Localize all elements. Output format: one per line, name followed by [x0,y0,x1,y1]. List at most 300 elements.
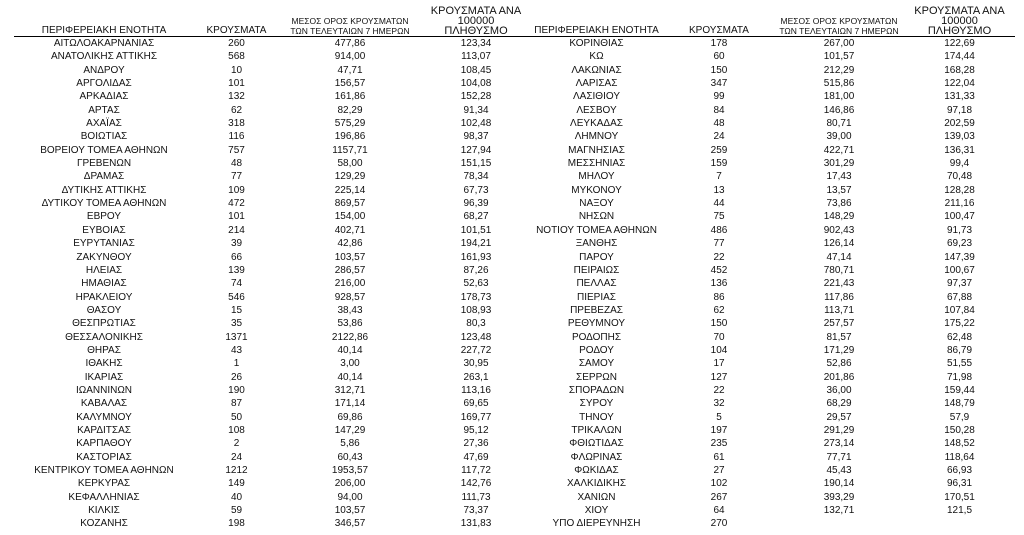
cell-cases: 102 [710,478,728,490]
cell-region: ΝΗΣΩΝ [578,211,615,223]
table-row [14,277,531,290]
table-row [529,317,1015,330]
cell-per100k: 159,44 [944,384,975,396]
table-row [529,491,1015,504]
cell-avg7: 101,57 [823,51,855,63]
table-row [14,464,531,477]
cell-region: ΠΕΛΛΑΣ [576,278,617,290]
cell-per100k: 136,31 [944,144,975,156]
cell-region: ΜΑΓΝΗΣΙΑΣ [568,144,625,156]
cell-avg7: 132,71 [823,505,855,517]
cell-cases: 22 [713,384,725,396]
cell-per100k: 123,34 [460,38,492,49]
cell-region: ΔΡΑΜΑΣ [83,171,125,183]
col-header-cases: ΚΡΟΥΣΜΑΤΑ [194,6,279,37]
cell-avg7: 156,57 [334,78,366,90]
table-row [14,264,531,277]
cell-avg7: 902,43 [823,224,855,236]
table-row [529,237,1015,250]
table-row [14,357,531,370]
table-row [529,397,1015,410]
cell-per100k: 51,55 [946,358,973,370]
cell-region: ΑΡΓΟΛΙΔΑΣ [76,78,132,90]
cell-region: ΕΥΡΥΤΑΝΙΑΣ [73,238,135,250]
col-header-region: ΠΕΡΙΦΕΡΕΙΑΚΗ ΕΝΟΤΗΤΑ [14,6,194,37]
table-row [14,304,531,317]
table-row [529,331,1015,344]
table-row [14,371,531,384]
table-row [14,64,531,77]
table-row [529,184,1015,197]
cell-cases: 546 [228,291,245,303]
cell-per100k: 69,23 [946,238,973,250]
cell-per100k: 95,12 [463,424,489,436]
cell-per100k: 150,28 [944,424,975,436]
cell-cases: 10 [230,64,243,76]
cell-cases: 62 [713,304,725,316]
cell-avg7: 291,29 [823,424,855,436]
cell-region: ΕΒΡΟΥ [86,211,122,223]
table-row [14,384,531,397]
table-row [529,130,1015,143]
cell-per100k: 263,1 [463,371,489,383]
cell-region: ΚΕΦΑΛΛΗΝΙΑΣ [68,491,140,503]
cell-avg7: 60,43 [337,451,363,463]
cell-cases: 116 [228,131,245,143]
table-row [14,197,531,210]
cell-region: ΞΑΝΘΗΣ [575,238,618,250]
table-row [14,37,531,51]
cell-per100k: 211,16 [944,198,975,210]
cell-region: ΑΙΤΩΛΟΑΚΑΡΝΑΝΙΑΣ [53,38,155,49]
cell-per100k: 128,28 [944,184,975,196]
cell-cases: 61 [713,451,725,463]
cell-per100k: 70,48 [946,171,973,183]
cell-per100k: 100,67 [944,264,975,276]
cell-avg7: 267,00 [823,38,855,49]
cell-per100k: 67,73 [463,184,489,196]
table-row [529,157,1015,170]
cell-region: ΥΠΟ ΔΙΕΡΕΥΝΗΣΗ [552,518,641,530]
cell-region: ΛΑΚΩΝΙΑΣ [571,64,622,76]
cell-avg7: 225,14 [334,184,366,196]
cell-avg7: 39,00 [826,131,852,143]
cell-avg7: 201,86 [823,371,855,383]
cell-cases: 214 [228,224,245,236]
table-row [14,331,531,344]
cell-region: ΚΑΣΤΟΡΙΑΣ [76,451,132,463]
cell-avg7: 171,14 [334,398,366,410]
cell-cases: 1212 [225,465,248,476]
table-row [14,397,531,410]
table-row [529,344,1015,357]
cell-region: ΔΥΤΙΚΟΥ ΤΟΜΕΑ ΑΘΗΝΩΝ [41,198,167,210]
cell-avg7: 346,57 [334,518,366,530]
cell-region: ΧΙΟΥ [584,505,609,517]
cell-region: ΒΟΡΕΙΟΥ ΤΟΜΕΑ ΑΘΗΝΩΝ [40,144,168,156]
cell-avg7: 36,00 [826,384,852,396]
cell-avg7: 47,14 [826,251,852,263]
cell-avg7: 103,57 [334,505,366,517]
cell-cases: 178 [710,38,728,49]
cell-region: ΚΙΛΚΙΣ [88,505,120,517]
cell-avg7: 81,57 [826,331,852,343]
cell-avg7: 38,43 [337,304,363,316]
cell-per100k: 80,3 [466,318,486,330]
table-left-body [14,37,531,531]
cell-avg7: 154,00 [334,211,366,223]
col-header-per100k-line2: ΠΛΗΘΥΣΜΟ [927,25,992,37]
cell-per100k: 227,72 [460,344,492,356]
cell-region: ΠΕΙΡΑΙΩΣ [573,264,620,276]
cell-cases: 66 [230,251,243,263]
cell-per100k: 118,64 [944,451,975,463]
cell-region: ΘΕΣΣΑΛΟΝΙΚΗΣ [65,331,143,343]
cell-avg7: 29,57 [826,411,852,423]
cell-per100k: 97,37 [946,278,973,290]
table-row [529,37,1015,51]
cell-per100k: 131,33 [944,91,975,103]
cell-cases: 150 [710,64,728,76]
cell-avg7: 113,71 [824,304,854,316]
cell-cases: 77 [230,171,243,183]
cell-avg7: 103,57 [334,251,366,263]
table-row [14,50,531,63]
cell-per100k: 127,94 [460,144,492,156]
table-row [14,237,531,250]
cell-avg7: 17,43 [826,171,852,183]
table-right [529,6,1015,531]
cell-cases: 13 [713,184,725,196]
table-row [14,451,531,464]
cell-avg7: 73,86 [826,198,852,210]
col-header-per100k [421,6,531,37]
table-row [529,277,1015,290]
cell-per100k [904,517,1015,530]
table-row [14,491,531,504]
cell-cases: 74 [230,278,243,290]
cell-region: ΡΟΔΟΥ [579,344,614,356]
cell-per100k: 113,16 [461,384,491,396]
cell-avg7: 181,00 [823,91,855,103]
cell-per100k: 52,63 [463,278,489,290]
cell-cases: 150 [710,318,728,330]
col-header-avg7 [774,6,904,37]
table-right-body [529,37,1015,531]
cell-avg7: 212,29 [823,64,855,76]
cell-per100k: 147,39 [944,251,975,263]
cell-avg7: 94,00 [337,491,363,503]
cell-per100k: 57,9 [949,411,970,423]
cell-avg7: 69,86 [337,411,363,423]
cell-per100k: 117,72 [461,465,491,476]
col-header-avg7-line2: ΤΩΝ ΤΕΛΕΥΤΑΙΩΝ 7 ΗΜΕΡΩΝ [779,26,899,36]
cell-region: ΑΡΤΑΣ [88,104,120,116]
cell-per100k: 100,47 [944,211,975,223]
cell-region: ΣΥΡΟΥ [579,398,614,410]
cell-avg7: 216,00 [334,278,366,290]
table-row [529,371,1015,384]
cell-region: ΠΡΕΒΕΖΑΣ [570,304,623,316]
cell-per100k: 91,34 [463,104,489,116]
col-header-avg7-line1: ΜΕΣΟΣ ΟΡΟΣ ΚΡΟΥΣΜΑΤΩΝ [780,16,898,26]
cell-per100k: 139,03 [944,131,975,143]
header-row [14,6,531,37]
cell-region: ΜΗΛΟΥ [578,171,615,183]
cell-avg7: 190,14 [823,478,855,490]
cell-avg7: 301,29 [823,158,855,170]
cell-cases: 84 [713,104,725,116]
cell-avg7: 914,00 [334,51,366,63]
cell-per100k: 122,04 [944,78,975,90]
cell-per100k: 175,22 [944,318,975,330]
table-row [529,144,1015,157]
cell-cases: 108 [228,424,245,436]
table-row [14,504,531,517]
cell-region: ΜΥΚΟΝΟΥ [571,184,622,196]
cell-cases: 87 [230,398,243,410]
cell-region: ΙΘΑΚΗΣ [85,358,123,370]
cell-cases: 59 [230,505,243,517]
cell-avg7: 273,14 [823,438,855,450]
cell-region: ΘΕΣΠΡΩΤΙΑΣ [72,318,136,330]
cell-region: ΚΟΖΑΝΗΣ [80,518,128,530]
cell-avg7: 40,14 [337,344,363,356]
cell-avg7: 515,86 [823,78,855,90]
cell-cases: 39 [230,238,243,250]
cell-per100k: 96,31 [946,478,973,490]
cell-avg7: 146,86 [823,104,855,116]
cell-per100k: 99,4 [949,158,970,170]
cell-avg7: 47,71 [337,64,363,76]
col-header-per100k-line1: ΚΡΟΥΣΜΑΤΑ ΑΝΑ 100000 [914,5,1005,27]
cell-cases: 190 [228,384,245,396]
cell-avg7: 13,57 [826,184,852,196]
cell-region: ΝΟΤΙΟΥ ΤΟΜΕΑ ΑΘΗΝΩΝ [536,224,657,236]
cell-region: ΚΩ [589,51,604,63]
cell-per100k: 108,93 [460,304,492,316]
table-row [529,424,1015,437]
cell-cases: 62 [230,104,243,116]
cell-cases: 347 [710,78,728,90]
cell-region: ΘΗΡΑΣ [87,344,121,356]
cell-avg7: 393,29 [823,491,855,503]
cell-avg7: 129,29 [334,171,366,183]
cell-per100k: 101,51 [460,224,492,236]
cell-region: ΦΘΙΩΤΙΔΑΣ [569,438,624,450]
cell-cases: 27 [713,465,725,476]
cell-cases: 136 [710,278,728,290]
table-row [14,144,531,157]
cell-avg7: 312,71 [334,384,366,396]
cell-avg7: 2122,86 [331,331,369,343]
cell-cases: 44 [713,198,725,210]
cell-cases: 99 [713,91,725,103]
cell-per100k: 97,18 [946,104,973,116]
cell-per100k: 96,39 [463,198,489,210]
cell-avg7: 126,14 [823,238,855,250]
cell-avg7: 3,00 [340,358,360,370]
table-row [529,64,1015,77]
cell-region: ΖΑΚΥΝΘΟΥ [76,251,132,263]
cell-cases: 267 [710,491,728,503]
cell-per100k: 73,37 [463,505,489,517]
cell-region: ΗΜΑΘΙΑΣ [81,278,127,290]
cell-per100k: 108,45 [460,64,492,76]
table-row [529,291,1015,304]
cell-avg7: 58,00 [337,158,363,170]
cell-cases: 101 [228,78,245,90]
cell-avg7: 206,00 [334,478,366,490]
cell-cases: 24 [230,451,243,463]
cell-region: ΛΑΣΙΘΙΟΥ [573,91,620,103]
cell-cases: 159 [710,158,728,170]
cell-cases: 472 [228,198,245,210]
table-row [529,90,1015,103]
cell-cases: 109 [228,184,245,196]
table-row [14,130,531,143]
cell-per100k: 102,48 [460,118,492,130]
table-row [529,464,1015,477]
cell-cases: 24 [713,131,725,143]
cell-per100k: 86,79 [946,344,973,356]
cell-region: ΛΕΥΚΑΔΑΣ [570,118,623,130]
cell-region: ΕΥΒΟΙΑΣ [82,224,126,236]
cell-region: ΒΟΙΩΤΙΑΣ [80,131,128,143]
cell-per100k: 121,5 [946,505,973,517]
cell-per100k: 194,21 [460,238,492,250]
table-row [14,424,531,437]
cell-cases: 70 [713,331,725,343]
cell-cases: 486 [710,224,728,236]
cell-avg7: 402,71 [334,224,366,236]
table-row [14,157,531,170]
cell-region: ΦΩΚΙΔΑΣ [574,465,619,476]
cell-per100k: 131,83 [460,518,492,530]
table-row [14,437,531,450]
cell-cases: 1 [233,358,240,370]
cell-cases: 22 [713,251,725,263]
cell-region: ΜΕΣΣΗΝΙΑΣ [567,158,626,170]
cell-per100k: 161,93 [460,251,492,263]
cell-avg7: 928,57 [334,291,366,303]
cell-avg7: 68,29 [826,398,852,410]
cell-avg7: 869,57 [334,198,366,210]
cell-per100k: 113,07 [461,51,491,63]
cell-avg7: 575,29 [334,118,366,130]
table-row [529,224,1015,237]
cell-avg7: 422,71 [823,144,855,156]
cell-region: ΔΥΤΙΚΗΣ ΑΤΤΙΚΗΣ [61,184,147,196]
cell-per100k: 152,28 [460,91,492,103]
col-header-per100k-line2: ΠΛΗΘΥΣΜΟ [444,25,508,37]
cell-cases: 197 [710,424,728,436]
cell-region: ΡΕΘΥΜΝΟΥ [567,318,626,330]
cell-region: ΑΧΑΪΑΣ [86,118,122,130]
cell-cases: 270 [710,518,728,530]
col-header-per100k [904,6,1015,37]
cell-cases: 318 [228,118,245,130]
table-row [529,504,1015,517]
col-header-cases: ΚΡΟΥΣΜΑΤΑ [664,6,774,37]
cell-cases: 101 [228,211,245,223]
cell-region: ΡΟΔΟΠΗΣ [571,331,622,343]
cell-cases: 48 [230,158,243,170]
header-row [529,6,1015,37]
cell-per100k: 91,73 [946,224,973,236]
cell-per100k: 148,79 [944,398,975,410]
cell-per100k: 78,34 [463,171,489,183]
table-row [529,50,1015,63]
cell-avg7: 80,71 [826,118,852,130]
table-row [14,224,531,237]
table-row [529,451,1015,464]
table-row [14,184,531,197]
cell-per100k: 104,08 [460,78,492,90]
cell-region: ΙΚΑΡΙΑΣ [84,371,124,383]
cell-region: ΘΑΣΟΥ [86,304,122,316]
table-row [14,117,531,130]
cell-per100k: 47,69 [463,451,489,463]
col-header-region: ΠΕΡΙΦΕΡΕΙΑΚΗ ΕΝΟΤΗΤΑ [529,6,664,37]
cell-avg7: 52,86 [826,358,852,370]
cell-avg7: 477,86 [334,38,366,49]
col-header-per100k-line1: ΚΡΟΥΣΜΑΤΑ ΑΝΑ 100000 [430,5,522,27]
cell-region: ΣΑΜΟΥ [578,358,615,370]
cell-cases: 86 [713,291,725,303]
cell-per100k: 148,52 [944,438,975,450]
cell-cases: 17 [713,358,725,370]
cell-avg7: 40,14 [337,371,363,383]
cell-avg7: 53,86 [337,318,363,330]
cell-cases: 50 [230,411,243,423]
cell-region: ΤΡΙΚΑΛΩΝ [571,424,622,436]
cell-cases: 32 [713,398,725,410]
cell-per100k: 66,93 [946,465,973,476]
cell-avg7: 148,29 [823,211,855,223]
cell-region: ΑΝΑΤΟΛΙΚΗΣ ΑΤΤΙΚΗΣ [50,51,158,63]
cell-region: ΚΟΡΙΝΘΙΑΣ [569,38,624,49]
cell-region: ΛΕΣΒΟΥ [576,104,617,116]
cell-cases: 568 [228,51,245,63]
table-row [529,251,1015,264]
cell-region: ΓΡΕΒΕΝΩΝ [76,158,132,170]
table-row [14,210,531,223]
cell-region: ΛΗΜΝΟΥ [574,131,619,143]
cell-per100k: 27,36 [463,438,489,450]
table-row [14,477,531,490]
cell-region: ΑΝΔΡΟΥ [83,64,125,76]
cell-avg7: 82,29 [337,104,363,116]
cell-cases: 2 [233,438,240,450]
cell-cases: 235 [710,438,728,450]
cell-region: ΠΑΡΟΥ [579,251,614,263]
cell-avg7: 1953,57 [331,465,369,476]
cell-region: ΧΑΛΚΙΔΙΚΗΣ [567,478,626,490]
cell-per100k: 62,48 [946,331,973,343]
cell-avg7: 77,71 [826,451,852,463]
table-row [529,384,1015,397]
cell-region: ΣΕΡΡΩΝ [576,371,617,383]
table-row [529,304,1015,317]
table-left [14,6,531,531]
table-row [14,291,531,304]
cell-per100k: 68,27 [463,211,489,223]
cell-cases: 149 [228,478,245,490]
cell-per100k: 30,95 [463,358,489,370]
cell-cases: 40 [230,491,243,503]
cell-cases: 1371 [225,331,248,343]
